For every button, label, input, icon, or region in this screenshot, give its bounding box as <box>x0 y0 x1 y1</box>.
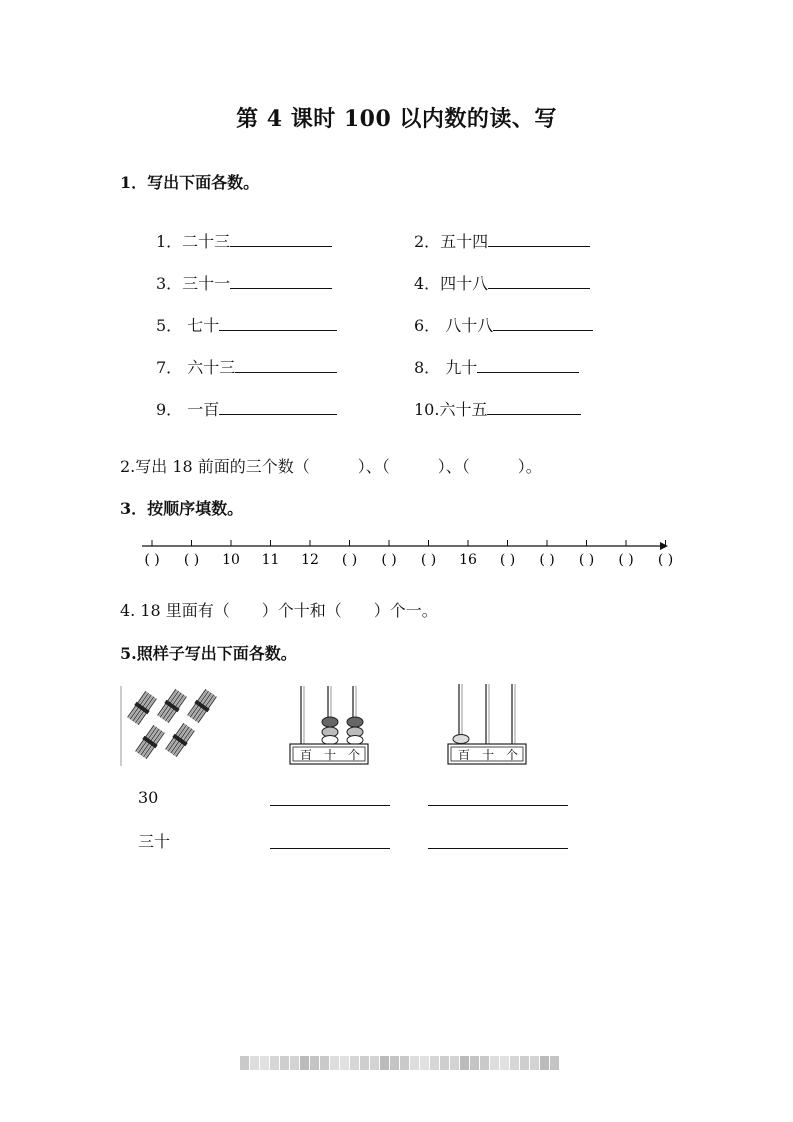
answer-blank[interactable] <box>488 270 590 289</box>
abacus-label-tens: 十 <box>323 748 337 762</box>
answer-blank[interactable] <box>270 805 390 806</box>
stick-bundle <box>186 688 217 723</box>
abacus-bead <box>453 735 469 744</box>
number-line-label[interactable]: ( ) <box>341 552 358 568</box>
stick-bundle <box>126 690 157 725</box>
number-line-label[interactable]: ( ) <box>499 552 516 568</box>
q1-item-2: 2．五十四 <box>414 228 590 252</box>
number-line-label[interactable]: ( ) <box>183 552 200 568</box>
number-line-label: 12 <box>301 552 319 568</box>
answer-blank[interactable] <box>493 312 593 331</box>
blurred-watermark <box>240 1056 558 1070</box>
stick-bundle <box>156 688 187 723</box>
example-number: 30 <box>138 788 159 807</box>
abacus-bead <box>322 717 338 727</box>
q1-item-4: 4．四十八 <box>414 270 590 294</box>
number-line-label[interactable]: ( ) <box>420 552 437 568</box>
abacus-bead <box>347 736 363 745</box>
q4-text: 4. 18 里面有（ ）个十和（ ）个一。 <box>120 601 438 620</box>
number-line-label: 16 <box>459 552 477 568</box>
answer-blank[interactable] <box>230 228 332 247</box>
q1-item-9: 9． 一百 <box>156 396 337 420</box>
number-line-label[interactable]: ( ) <box>381 552 397 568</box>
page-title: 第 4 课时 100 以内数的读、写 <box>236 106 557 132</box>
arrow-right-icon <box>660 542 668 550</box>
answer-blank[interactable] <box>488 228 590 247</box>
q1-item-10: 10.六十五 <box>414 396 581 420</box>
answer-blank[interactable] <box>428 848 568 849</box>
answer-blank[interactable] <box>230 270 332 289</box>
answer-blank[interactable] <box>270 848 390 849</box>
number-line-label[interactable]: ( ) <box>539 552 555 568</box>
abacus-label-ones: 个 <box>347 748 361 762</box>
abacus-bead <box>322 736 338 745</box>
answer-blank[interactable] <box>219 396 337 415</box>
answer-blank[interactable] <box>235 354 337 373</box>
number-line-label: 11 <box>261 552 280 568</box>
q1-item-7: 7． 六十三 <box>156 354 337 378</box>
q2-text: 2.写出 18 前面的三个数（ ）、（ ）、（ ）。 <box>120 457 542 476</box>
number-line-label: 10 <box>222 552 240 568</box>
stick-bundle <box>134 724 165 759</box>
number-line-label[interactable]: ( ) <box>578 552 595 568</box>
abacus-bead <box>347 717 363 727</box>
stick-bundle <box>164 722 195 757</box>
abacus-label-ones: 个 <box>505 748 519 762</box>
abacus-hundreds-one <box>446 682 530 768</box>
abacus-tens-three <box>288 682 372 768</box>
number-line-label[interactable]: ( ) <box>618 552 634 568</box>
abacus-label-hundreds: 百 <box>457 748 471 762</box>
number-line <box>140 536 674 570</box>
q1-heading: 1．写出下面各数。 <box>120 173 260 192</box>
q1-item-8: 8． 九十 <box>414 354 579 378</box>
q1-item-1: 1．二十三 <box>156 228 332 252</box>
q3-heading: 3．按顺序填数。 <box>120 499 244 518</box>
q1-item-6: 6． 八十八 <box>414 312 593 336</box>
abacus-label-hundreds: 百 <box>299 748 313 762</box>
q5-heading: 5.照样子写出下面各数。 <box>120 644 297 663</box>
answer-blank[interactable] <box>219 312 337 331</box>
q1-item-3: 3．三十一 <box>156 270 332 294</box>
number-line-label[interactable]: ( ) <box>657 552 674 568</box>
q1-item-5: 5． 七十 <box>156 312 337 336</box>
abacus-label-tens: 十 <box>481 748 495 762</box>
answer-blank[interactable] <box>477 354 579 373</box>
example-word: 三十 <box>138 832 171 851</box>
number-line-label[interactable]: ( ) <box>144 552 160 568</box>
stick-bundles-image <box>120 686 224 768</box>
answer-blank[interactable] <box>487 396 581 415</box>
answer-blank[interactable] <box>428 805 568 806</box>
